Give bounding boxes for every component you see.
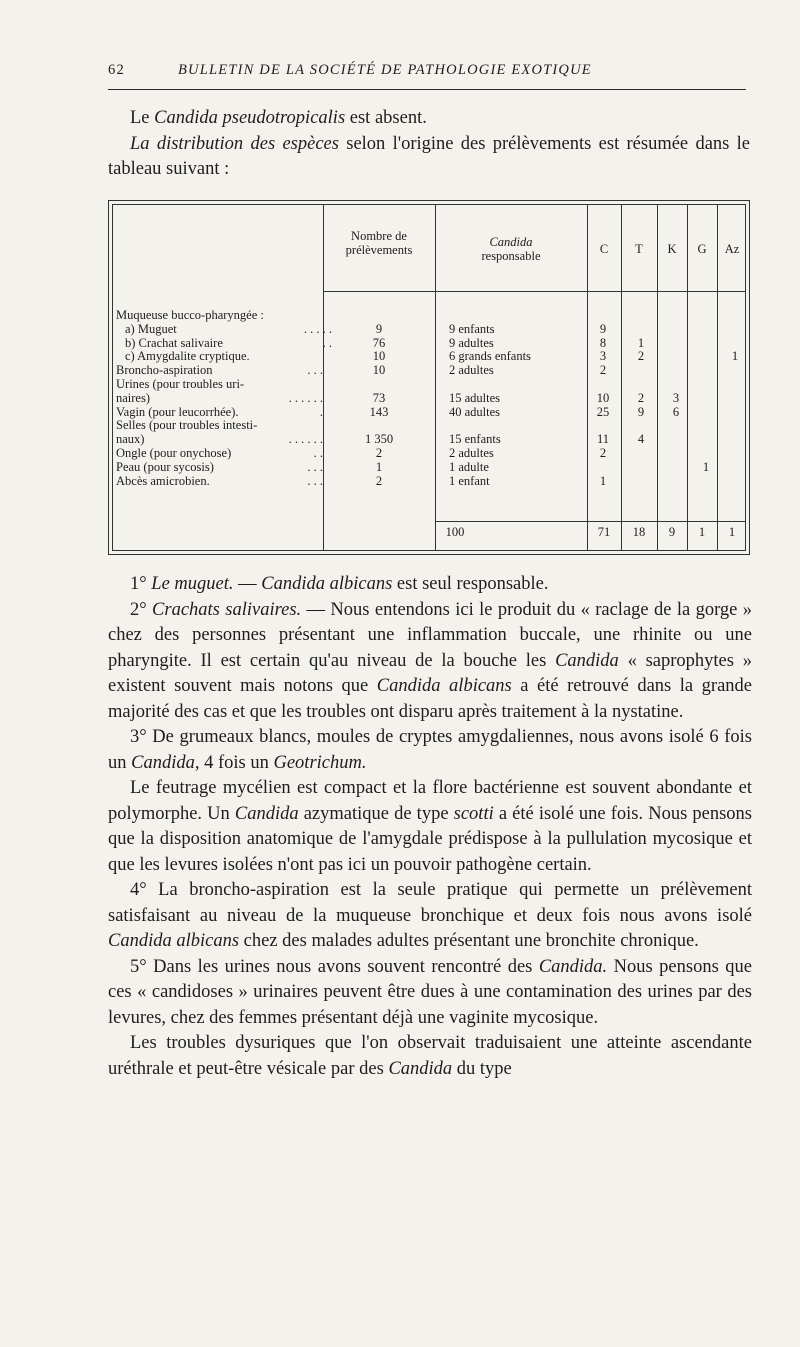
- header-T: T: [635, 242, 643, 256]
- cell-K: 6: [672, 404, 680, 419]
- cell-C: 25: [596, 404, 610, 419]
- leader-dots: . .: [313, 446, 323, 460]
- row-label: b) Crachat salivaire . .: [125, 335, 332, 350]
- header-Az: Az: [724, 242, 740, 256]
- cell-nombre: 1: [375, 459, 383, 474]
- paragraph-broncho: 4° La broncho-aspiration est la seule pratique qui permette un prélèvement satisfaisant au niveau de la muqueuse bronchique et deux fois nous avons isolé Candida albicans chez des malades adultes présentant une bronchite chronique.: [108, 880, 752, 951]
- total-C: 71: [597, 525, 611, 539]
- leader-dots: . . .: [307, 473, 323, 488]
- journal-title: BULLETIN DE LA SOCIÉTÉ DE PATHOLOGIE EXOTIQUE: [178, 62, 592, 78]
- cell-responsable: 2 adultes: [449, 446, 494, 460]
- leader-dots: . . .: [307, 459, 323, 474]
- total-responsable: 100: [445, 525, 465, 539]
- row-label: Muqueuse bucco-pharyngée :: [116, 308, 264, 322]
- cell-nombre: 9: [375, 321, 383, 336]
- leader-dots: . . . . . .: [288, 432, 323, 447]
- leader-dots: . . .: [307, 363, 323, 378]
- cell-responsable: 1 adulte: [449, 459, 489, 474]
- cell-nombre: 1 350: [364, 432, 394, 447]
- total-K: 9: [668, 525, 676, 539]
- cell-responsable: 2 adultes: [449, 363, 494, 378]
- table-row: [113, 350, 745, 364]
- row-label: Ongle (pour onychose) . .: [116, 446, 323, 460]
- cell-T: 2: [637, 349, 645, 364]
- row-label: naux) . . . . . .: [116, 432, 323, 447]
- row-label: a) Muguet . . . . .: [125, 321, 332, 336]
- cell-T: 1: [637, 335, 645, 350]
- paragraph-urines: 5° Dans les urines nous avons souvent rencontré des Candida. Nous pensons que ces « candidoses » urinaires peuvent être dues à une contamination des urines par des levures, chez des femmes présentant déjà une vaginite mycosique.: [108, 956, 752, 1028]
- header-nombre: Nombre de prélèvements: [345, 229, 413, 257]
- table-row: [113, 461, 745, 475]
- cell-C: 11: [596, 432, 610, 447]
- row-label: Abcès amicrobien. . . .: [116, 473, 323, 488]
- table-inner-frame: [112, 204, 746, 551]
- intro-paragraph-2: La distribution des espèces selon l'origine des prélèvements est résumée dans le tableau suivant :: [108, 133, 751, 179]
- cell-G: 1: [702, 459, 710, 474]
- cell-responsable: 40 adultes: [449, 404, 501, 419]
- table-row: [113, 337, 745, 351]
- table-row: [113, 323, 745, 337]
- row-label: Vagin (pour leucorrhée). .: [116, 404, 323, 419]
- row-label: c) Amygdalite cryptique.: [125, 349, 250, 364]
- distribution-table: [108, 200, 750, 555]
- paragraph-grumeaux: 3° De grumeaux blancs, moules de cryptes amygdaliennes, nous avons isolé 6 fois un Candida, 4 fois un Geotrichum.: [108, 727, 752, 773]
- table-row: [113, 447, 745, 461]
- cell-responsable: 15 adultes: [449, 390, 501, 405]
- cell-responsable: 1 enfant: [449, 473, 490, 488]
- cell-nombre: 73: [372, 390, 386, 405]
- leader-dots: . . . . . .: [288, 390, 323, 405]
- header-responsable: responsable: [481, 249, 541, 263]
- body-text: [108, 572, 752, 1082]
- cell-C: 3: [599, 349, 607, 364]
- cell-C: 10: [596, 390, 610, 405]
- header-K: K: [667, 242, 677, 256]
- row-label: Broncho-aspiration . . .: [116, 363, 323, 378]
- cell-nombre: 10: [372, 363, 386, 378]
- header-candida-label: Candida: [489, 235, 533, 249]
- cell-responsable: 9 adultes: [449, 335, 494, 350]
- paragraph-muguet: 1° Le muguet. — Candida albicans est seul responsable.: [130, 574, 549, 594]
- table-row: [113, 433, 745, 447]
- cell-nombre: 10: [372, 349, 386, 364]
- row-label: Urines (pour troubles uri-: [116, 377, 245, 391]
- intro-text: [108, 106, 750, 183]
- table-row: [113, 392, 745, 406]
- cell-C: 8: [599, 335, 607, 350]
- cell-nombre: 2: [375, 446, 383, 460]
- leader-dots: .: [319, 404, 323, 419]
- cell-responsable: 15 enfants: [449, 432, 501, 447]
- leader-dots: . . . . .: [303, 321, 332, 336]
- header-candida: [435, 235, 587, 263]
- table-row: [113, 419, 745, 433]
- cell-responsable: 6 grands enfants: [449, 349, 531, 364]
- header-rule: [108, 89, 746, 90]
- row-label: Selles (pour troubles intesti-: [116, 418, 258, 433]
- header-C: C: [599, 242, 609, 256]
- cell-C: 1: [599, 473, 607, 488]
- cell-T: 4: [637, 432, 645, 447]
- cell-T: 9: [637, 404, 645, 419]
- cell-C: 9: [599, 321, 607, 336]
- page-number: 62: [108, 62, 125, 78]
- cell-nombre: 76: [372, 335, 386, 350]
- paragraph-feutrage: Le feutrage mycélien est compact et la flore bactérienne est souvent abondante et polymorphe. Un Candida azymatique de type scotti a été isolé une fois. Nous pensons que la disposition anatomique de l'amygdale prédispose à la pullulation mycosique et que les levures isolées n'ont pas ici un pouvoir pathogène certain.: [108, 778, 752, 875]
- row-label: naires) . . . . . .: [116, 390, 323, 405]
- table-row: [113, 309, 745, 323]
- paragraph-dysuriques: Les troubles dysuriques que l'on observait traduisaient une atteinte ascendante uréthrale et peut-être vésicale par des Candida du type: [108, 1033, 752, 1079]
- cell-C: 2: [599, 446, 607, 460]
- leader-dots: . .: [322, 335, 332, 350]
- table-row: [113, 378, 745, 392]
- cell-C: 2: [599, 363, 607, 378]
- cell-responsable: 9 enfants: [449, 321, 495, 336]
- header-rule-table: [323, 291, 745, 292]
- total-G: 1: [698, 525, 706, 539]
- cell-Az: 1: [731, 349, 739, 364]
- row-label: Peau (pour sycosis) . . .: [116, 459, 323, 474]
- paragraph-crachats: 2° Crachats salivaires. — Nous entendons ici le produit du « raclage de la gorge » chez des personnes présentant une inflammation buccale, une rhinite ou une pharyngite. Il est certain qu'au niveau de la bouche les Candida « saprophytes » existent souvent mais notons que Candida albicans a été retrouvé dans la grande majorité des cas et que les troubles ont disparu après traitement à la nystatine.: [108, 599, 753, 722]
- total-T: 18: [632, 525, 646, 539]
- cell-K: 3: [672, 390, 680, 405]
- cell-nombre: 143: [369, 404, 389, 419]
- intro-paragraph-1: Le Candida pseudotropicalis est absent.: [130, 108, 427, 128]
- totals-rule: [435, 521, 745, 522]
- table-row: [113, 475, 745, 489]
- total-Az: 1: [728, 525, 736, 539]
- cell-nombre: 2: [375, 473, 383, 488]
- table-row: [113, 364, 745, 378]
- header-G: G: [697, 242, 707, 256]
- table-row: [113, 406, 745, 420]
- cell-T: 2: [637, 390, 645, 405]
